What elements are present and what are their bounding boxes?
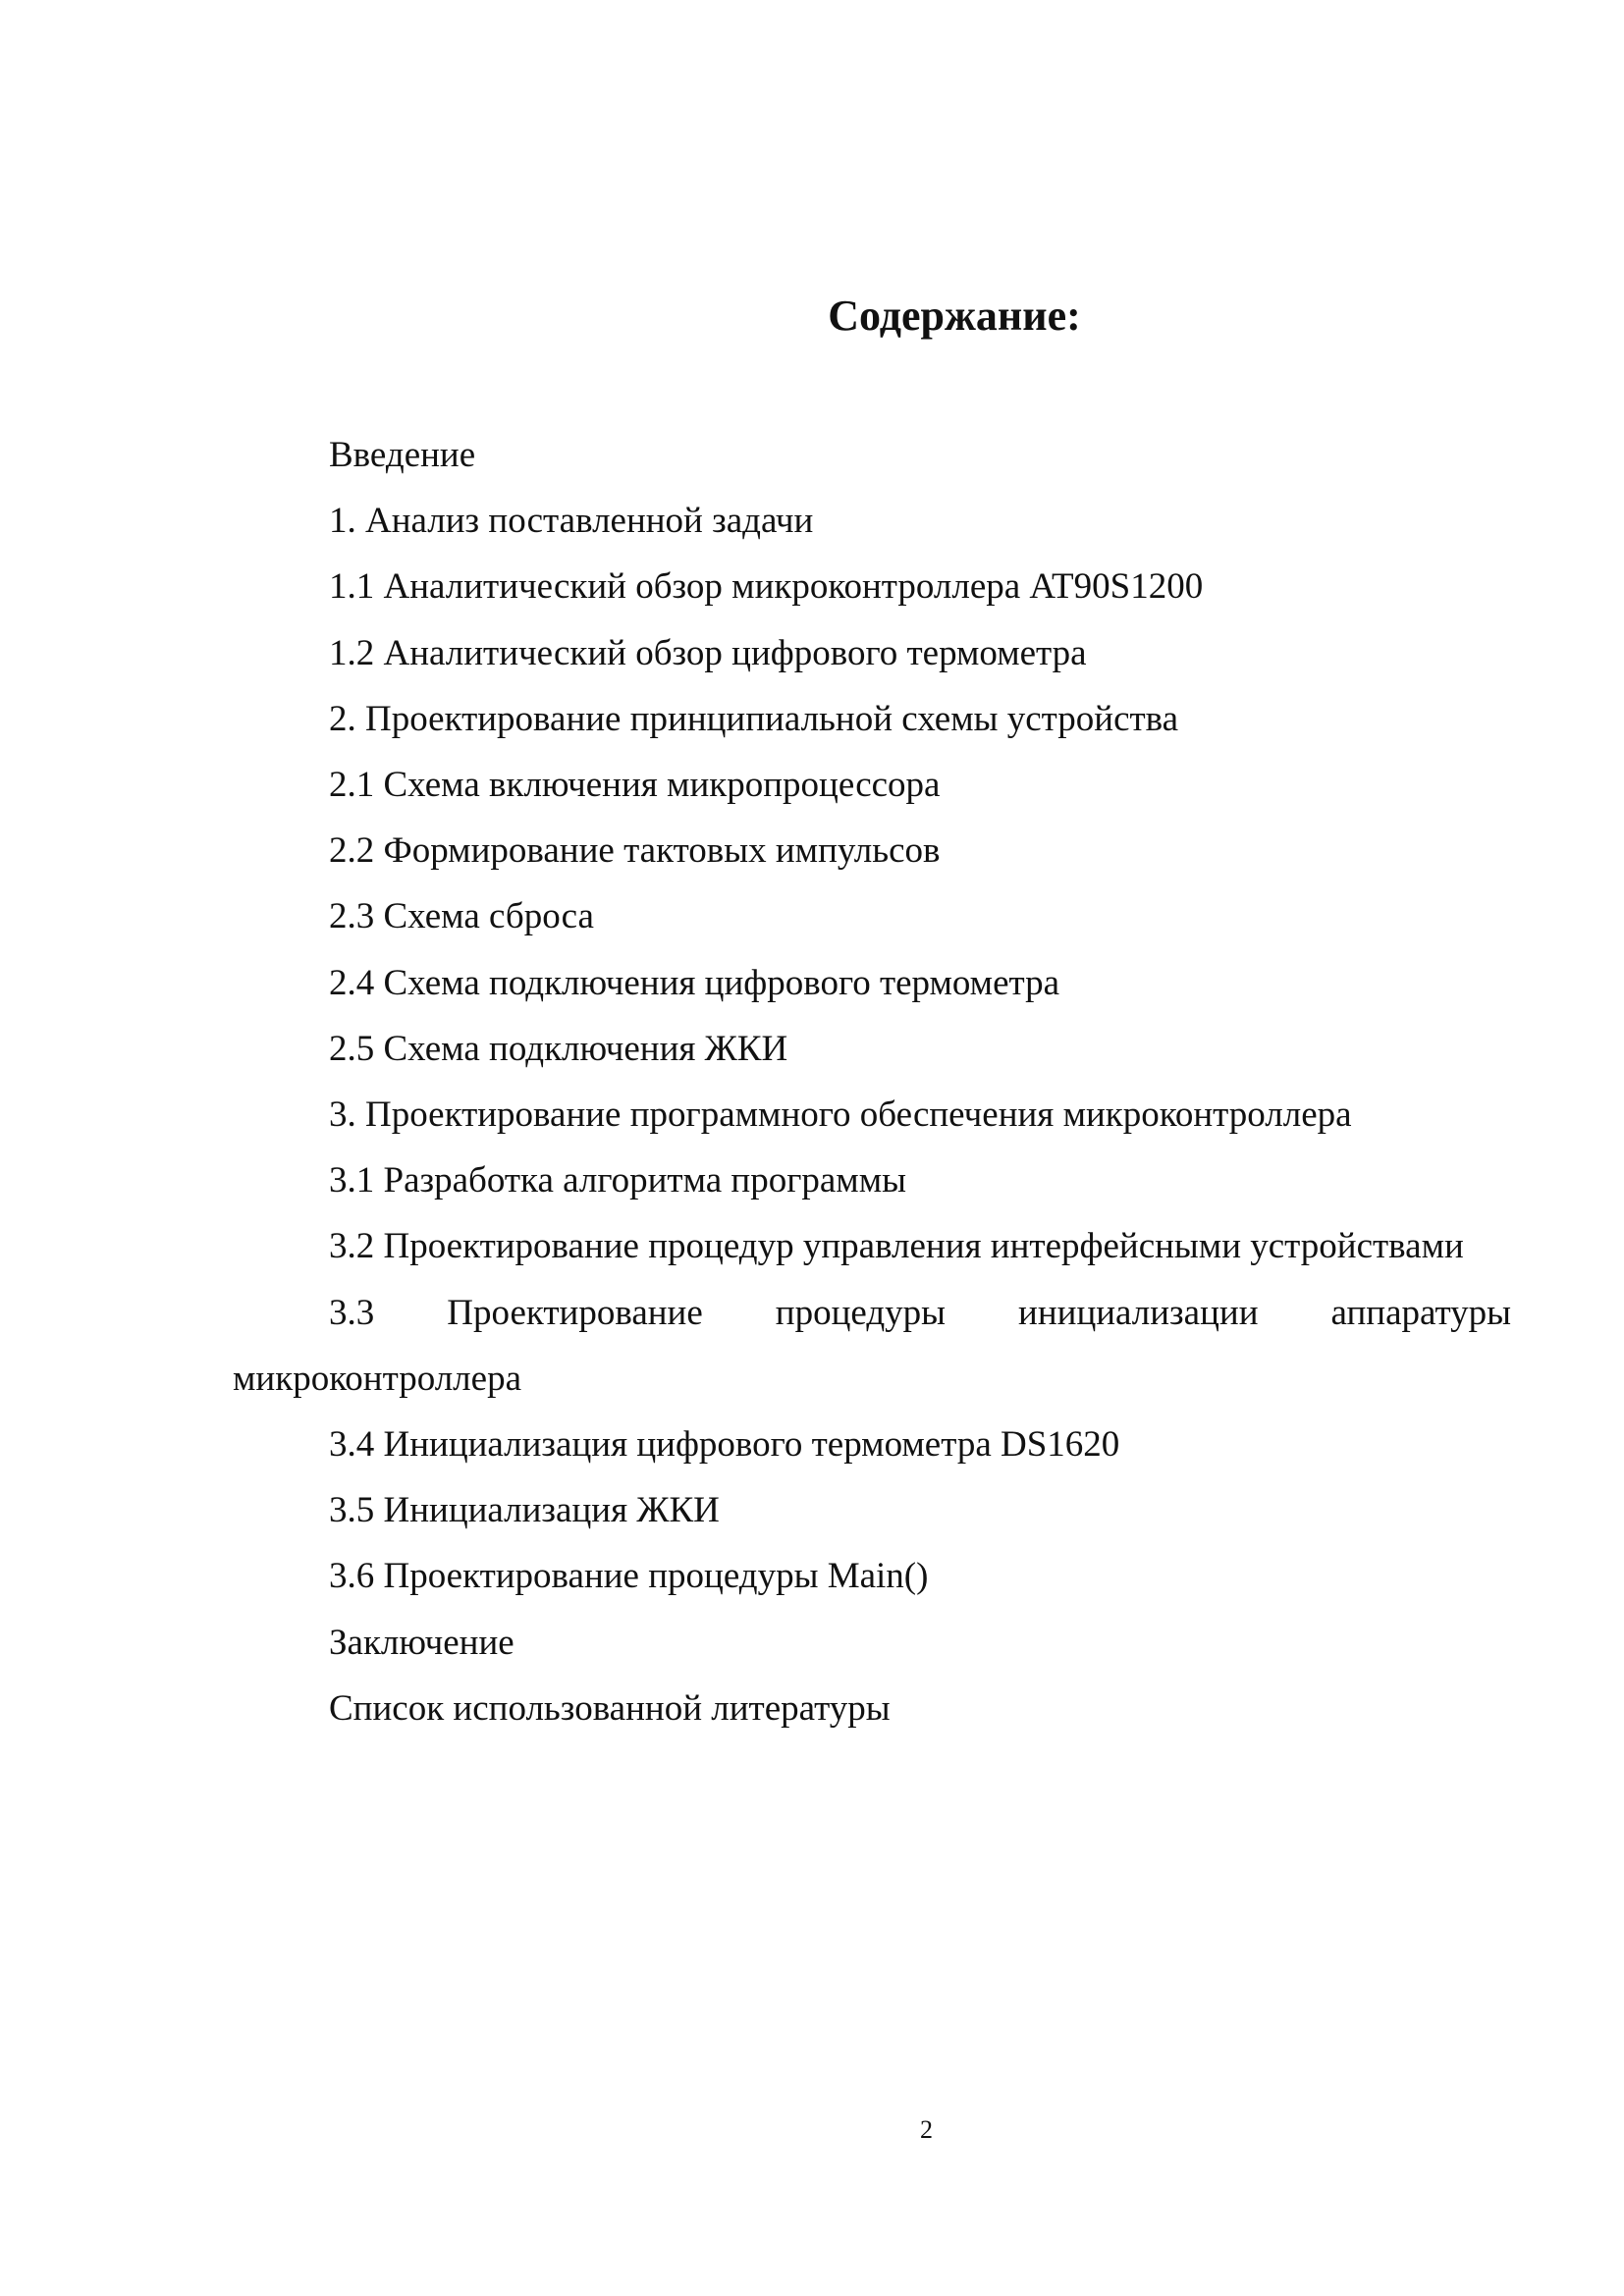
toc-entry-conclusion: Заключение	[329, 1622, 514, 1663]
toc-entry-1: 1. Анализ поставленной задачи	[329, 501, 814, 542]
toc-entry-3-4: 3.4 Инициализация цифрового термометра DS1620	[329, 1424, 1120, 1466]
page-number: 2	[920, 2115, 933, 2144]
toc-entry-3-5: 3.5 Инициализация ЖКИ	[329, 1490, 720, 1531]
toc-entry-2-5: 2.5 Схема подключения ЖКИ	[329, 1028, 788, 1069]
toc-entry-2-4: 2.4 Схема подключения цифрового термометра	[329, 962, 1060, 1003]
toc-entry-1-2: 1.2 Аналитический обзор цифрового термометра	[329, 632, 1087, 673]
toc-entry-3-2: 3.2 Проектирование процедур управления интерфейсными устройствами	[329, 1226, 1464, 1267]
toc-entry-2-3: 2.3 Схема сброса	[329, 896, 594, 937]
toc-entry-2-2: 2.2 Формирование тактовых импульсов	[329, 830, 941, 872]
toc-entry-3-3: 3.3 Проектирование процедуры инициализации аппаратуры микроконтроллера	[233, 1292, 1511, 1399]
toc-entry-3-6: 3.6 Проектирование процедуры Main()	[329, 1556, 929, 1597]
toc-entry-2: 2. Проектирование принципиальной схемы устройства	[329, 698, 1179, 739]
toc-entry-references: Список использованной литературы	[329, 1687, 891, 1729]
toc-entry-3: 3. Проектирование программного обеспечения микроконтроллера	[329, 1095, 1352, 1136]
toc-entry-introduction: Введение	[329, 435, 476, 475]
toc-entry-2-1: 2.1 Схема включения микропроцессора	[329, 765, 941, 806]
page-title: Содержание:	[828, 292, 1081, 340]
toc-entry-1-1: 1.1 Аналитический обзор микроконтроллера AT90S1200	[329, 566, 1204, 608]
table-of-contents	[233, 422, 1511, 1741]
toc-entry-3-1: 3.1 Разработка алгоритма программы	[329, 1160, 906, 1201]
